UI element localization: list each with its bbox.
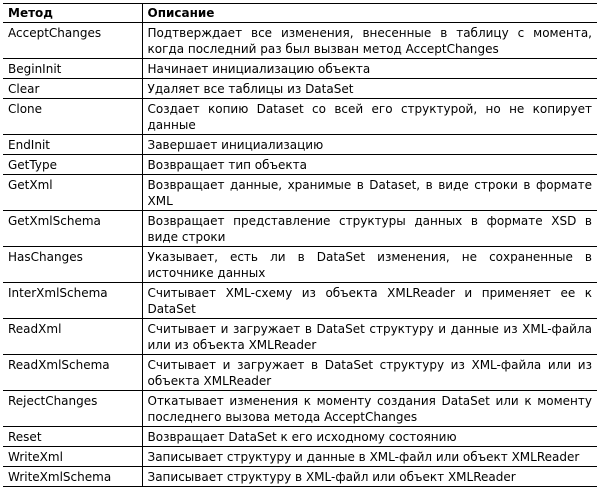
table-row xyxy=(3,99,597,135)
method-description-cell: Откатывает изменения к моменту создания DataSet или к моменту последнего вызова метода AcceptChanges xyxy=(147,394,592,424)
method-description-cell: Записывает структуру и данные в XML-файл или объект XMLReader xyxy=(147,450,580,464)
table-row xyxy=(3,247,597,283)
method-description-cell: Возвращает представление структуры данных в формате XSD в виде строки xyxy=(147,214,592,244)
method-description-cell: Считывает XML-схему из объекта XMLReader и применяет ее к DataSet xyxy=(147,286,592,316)
method-name-cell: GetXmlSchema xyxy=(3,211,142,247)
method-name-cell: ReadXml xyxy=(3,319,142,355)
method-name-cell: BeginInit xyxy=(3,59,142,79)
table-row xyxy=(3,427,597,447)
methods-table-container xyxy=(3,3,597,487)
method-description-cell: Считывает и загружает в DataSet структуру и данные из XML-файла или из объекта XMLReader xyxy=(147,322,592,352)
method-description-cell: Возвращает DataSet к его исходному состоянию xyxy=(147,430,457,444)
table-row xyxy=(3,211,597,247)
method-description-cell: Считывает и загружает в DataSet структуру из XML-файла или из объекта XMLReader xyxy=(147,358,592,388)
method-description-cell: Завершает инициализацию xyxy=(147,138,324,152)
method-name-cell: WriteXml xyxy=(3,447,142,467)
method-description-cell: Удаляет все таблицы из DataSet xyxy=(147,82,354,96)
table-body xyxy=(3,23,597,487)
table-row xyxy=(3,175,597,211)
header-row xyxy=(3,4,597,23)
method-name-cell: GetXml xyxy=(3,175,142,211)
method-name-cell: GetType xyxy=(3,155,142,175)
table-row xyxy=(3,319,597,355)
method-name-cell: WriteXmlSchema xyxy=(3,467,142,487)
method-name-cell: Reset xyxy=(3,427,142,447)
method-description-cell: Указывает, есть ли в DataSet изменения, не сохраненные в источнике данных xyxy=(147,250,592,280)
method-name-cell: RejectChanges xyxy=(3,391,142,427)
method-name-cell: HasChanges xyxy=(3,247,142,283)
table-row xyxy=(3,283,597,319)
method-description-cell: Подтверждает все изменения, внесенные в таблицу с момента, когда последний раз был вызван метод AcceptChanges xyxy=(147,26,592,56)
table-row xyxy=(3,467,597,487)
header-method: Метод xyxy=(3,4,142,23)
table-row xyxy=(3,391,597,427)
method-description-cell: Возвращает тип объекта xyxy=(147,158,307,172)
table-header xyxy=(3,4,597,23)
methods-table xyxy=(3,3,597,487)
method-name-cell: Clear xyxy=(3,79,142,99)
method-name-cell: Clone xyxy=(3,99,142,135)
method-name-cell: AcceptChanges xyxy=(3,23,142,59)
method-description-cell: Записывает структуру в XML-файл или объект XMLReader xyxy=(147,470,516,484)
method-description-cell: Возвращает данные, хранимые в Dataset, в виде строки в формате XML xyxy=(147,178,592,208)
table-row xyxy=(3,355,597,391)
table-row xyxy=(3,23,597,59)
method-name-cell: InterXmlSchema xyxy=(3,283,142,319)
table-row xyxy=(3,447,597,467)
table-row xyxy=(3,135,597,155)
method-name-cell: ReadXmlSchema xyxy=(3,355,142,391)
table-row xyxy=(3,59,597,79)
method-description-cell: Создает копию Dataset со всей его структурой, но не копирует данные xyxy=(147,102,592,132)
method-name-cell: EndInit xyxy=(3,135,142,155)
table-row xyxy=(3,155,597,175)
table-row xyxy=(3,79,597,99)
header-description: Описание xyxy=(142,4,597,23)
method-description-cell: Начинает инициализацию объекта xyxy=(147,62,371,76)
